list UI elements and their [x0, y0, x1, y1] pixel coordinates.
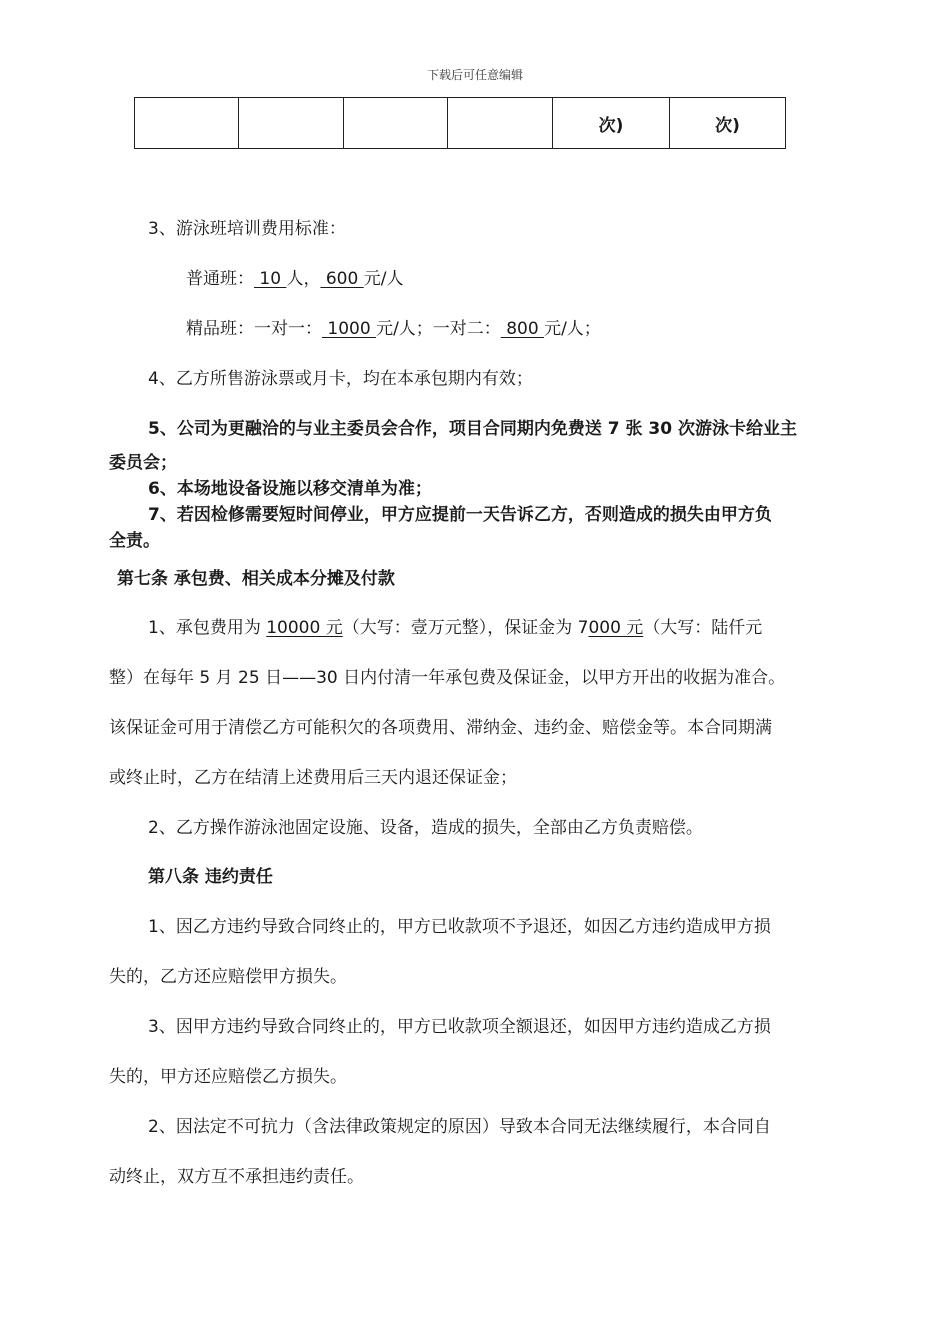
page-header: 下载后可任意编辑	[426, 68, 523, 82]
table-cell	[448, 98, 553, 149]
article-7-p1-a: 1、承包费用为	[148, 618, 267, 638]
article-8-p2-line2: 动终止，双方互不承担违约责任。	[109, 1167, 364, 1187]
table-row	[135, 98, 786, 149]
one-on-two-price: 800	[500, 319, 545, 339]
article-7-p1-line3: 该保证金可用于清偿乙方可能积欠的各项费用、滞纳金、违约金、赔偿金等。本合同期满	[109, 718, 772, 738]
ordinary-unit: 人，	[286, 269, 321, 289]
article-7-p1-c: （大写：陆仟元	[643, 618, 763, 638]
ordinary-label: 普通班：	[186, 269, 254, 289]
article-8-p3-line2: 失的，甲方还应赔偿乙方损失。	[109, 1067, 347, 1087]
section-6: 6、本场地设备设施以移交清单为准；	[148, 479, 432, 499]
premium-class-line	[186, 314, 601, 339]
one-on-two-unit: 元/人；	[544, 319, 601, 339]
section-4: 4、乙方所售游泳票或月卡，均在本承包期内有效；	[148, 369, 533, 389]
one-on-one-unit: 元/人；一对二：	[376, 319, 501, 339]
deposit-amount: 000 元	[588, 618, 644, 638]
article-8-p1-line2: 失的，乙方还应赔偿甲方损失。	[109, 967, 347, 987]
section-7-line1: 7、若因检修需要短时间停业，甲方应提前一天告诉乙方，否则造成的损失由甲方负	[148, 505, 772, 525]
article-8-p3-line1: 3、因甲方违约导致合同终止的，甲方已收款项全额退还，如因甲方违约造成乙方损	[148, 1017, 771, 1037]
table-cell: 次)	[670, 98, 786, 149]
article-7-p1-b: （大写：壹万元整），保证金为 7	[342, 618, 589, 638]
article-7-p1-line2: 整）在每年 5 月 25 日——30 日内付清一年承包费及保证金，以甲方开出的收据为准合。	[109, 668, 786, 688]
article-8-title: 第八条 违约责任	[148, 867, 273, 887]
table-cell	[239, 98, 344, 149]
article-8-p1-line1: 1、因乙方违约导致合同终止的，甲方已收款项不予退还，如因乙方违约造成甲方损	[148, 917, 771, 937]
fee-table	[134, 97, 786, 149]
article-7-p1-line4: 或终止时，乙方在结清上述费用后三天内退还保证金；	[109, 768, 517, 788]
section-5-line1: 5、公司为更融洽的与业主委员会合作，项目合同期内免费送 7 张 30 次游泳卡给业主	[148, 419, 797, 439]
ordinary-count: 10	[254, 269, 287, 289]
contract-fee: 10000 元	[266, 618, 343, 638]
premium-label: 精品班：一对一：	[186, 319, 322, 339]
article-7-p2: 2、乙方操作游泳池固定设施、设备，造成的损失，全部由乙方负责赔偿。	[148, 818, 703, 838]
ordinary-price: 600	[320, 269, 364, 289]
section-5-line2: 委员会；	[109, 453, 177, 473]
table-cell	[135, 98, 239, 149]
ordinary-price-unit: 元/人	[363, 269, 404, 289]
table-cell	[344, 98, 448, 149]
table-cell: 次)	[553, 98, 670, 149]
section-3-title: 3、游泳班培训费用标准：	[148, 219, 346, 239]
ordinary-class-line	[186, 264, 403, 289]
article-8-p2-line1: 2、因法定不可抗力（含法律政策规定的原因）导致本合同无法继续履行，本合同自	[148, 1117, 771, 1137]
article-7-title: 第七条 承包费、相关成本分摊及付款	[117, 569, 395, 589]
article-7-p1-line1	[148, 613, 762, 638]
one-on-one-price: 1000	[322, 319, 377, 339]
section-7-line2: 全责。	[109, 531, 160, 551]
